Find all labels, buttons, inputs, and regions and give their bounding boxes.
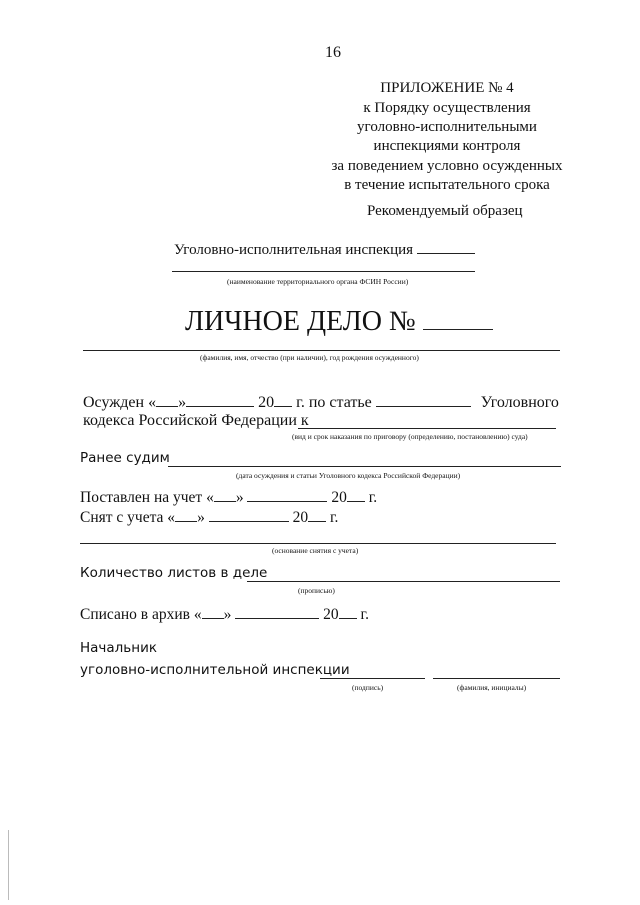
sentenced-label: Осужден « [83,394,157,411]
archive-month[interactable] [235,606,319,619]
year-prefix: 20 [323,606,339,623]
chief-title: Начальник [80,640,158,656]
inspection-label-text: Уголовно-исполнительная инспекция [174,242,414,258]
day-blank[interactable] [156,394,178,407]
title-text: ЛИЧНОЕ ДЕЛО № [185,306,416,337]
header-line: инспекциями контроля [373,138,521,154]
page-number: 16 [325,44,341,61]
registered-line [80,489,377,506]
code-label: кодекса Российской Федерации к [83,412,309,429]
archive-label: Списано в архив « [80,606,202,623]
previous-caption: (дата осуждения и статьи Уголовного кодекса Российской Федерации) [236,471,461,480]
previous-label: Ранее судим [80,450,170,466]
scan-edge [8,830,9,900]
registered-label: Поставлен на учет « [80,489,214,506]
sample-note: Рекомендуемый образец [367,203,523,219]
article-label: г. по статье [296,394,372,411]
registered-year[interactable] [347,489,365,502]
sheets-caption: (прописью) [298,586,335,595]
signature-caption: (подпись) [352,683,384,692]
deregistration-caption: (основание снятия с учета) [272,546,359,555]
chief-inspection: уголовно-исполнительной инспекции [80,662,350,678]
sentence-line-2 [83,413,309,429]
year-suffix: г. [360,606,369,623]
year-suffix: г. [329,509,339,526]
inspection-label [174,241,475,258]
deregistered-year[interactable] [308,509,326,522]
signature-line[interactable] [320,678,425,679]
sheets-label: Количество листов в деле [80,565,268,581]
registered-month[interactable] [247,489,327,502]
registered-day[interactable] [214,489,236,502]
deregistered-day[interactable] [175,509,197,522]
archive-day[interactable] [202,606,224,619]
quote-close: » [235,489,244,506]
convict-caption: (фамилия, имя, отчество (при наличии), год рождения осужденного) [200,353,419,362]
archive-line [80,606,369,623]
page-title [185,307,493,336]
year-prefix: 20 [292,509,309,526]
deregistration-reason-line[interactable] [80,543,556,544]
quote-close: » [178,394,187,411]
header-line: за поведением условно осужденных [331,158,563,174]
quote-close: » [223,606,232,623]
month-blank[interactable] [186,394,254,407]
name-initials-caption: (фамилия, инициалы) [457,683,527,692]
header-line: в течение испытательного срока [344,177,550,193]
sheets-line[interactable] [247,581,560,582]
case-number-blank[interactable] [423,307,493,330]
name-initials-line[interactable] [433,678,560,679]
year-suffix: г. [368,489,378,506]
sentence-line-1 [83,394,559,411]
archive-year[interactable] [339,606,357,619]
header-line: к Порядку осуществления [363,100,531,116]
punishment-caption: (вид и срок наказания по приговору (определению, постановлению) суда) [292,432,528,441]
header-line: ПРИЛОЖЕНИЕ № 4 [380,80,514,96]
previous-line[interactable] [168,466,561,467]
deregistered-month[interactable] [209,509,289,522]
year-prefix: 20 [258,394,275,411]
convict-name-line[interactable] [83,350,560,351]
inspection-blank[interactable] [417,241,475,254]
inspection-caption: (наименование территориального органа ФСИН России) [227,277,409,286]
inspection-name-line[interactable] [172,271,475,272]
deregistered-label: Снят с учета « [80,509,176,526]
article-blank[interactable] [376,394,471,407]
quote-close: » [197,509,205,526]
header-line: уголовно-исполнительными [357,119,537,135]
deregistered-line [80,509,338,526]
punishment-line[interactable] [298,428,556,429]
year-prefix: 20 [331,489,347,506]
criminal-label: Уголовного [480,394,559,411]
year-blank[interactable] [274,394,292,407]
